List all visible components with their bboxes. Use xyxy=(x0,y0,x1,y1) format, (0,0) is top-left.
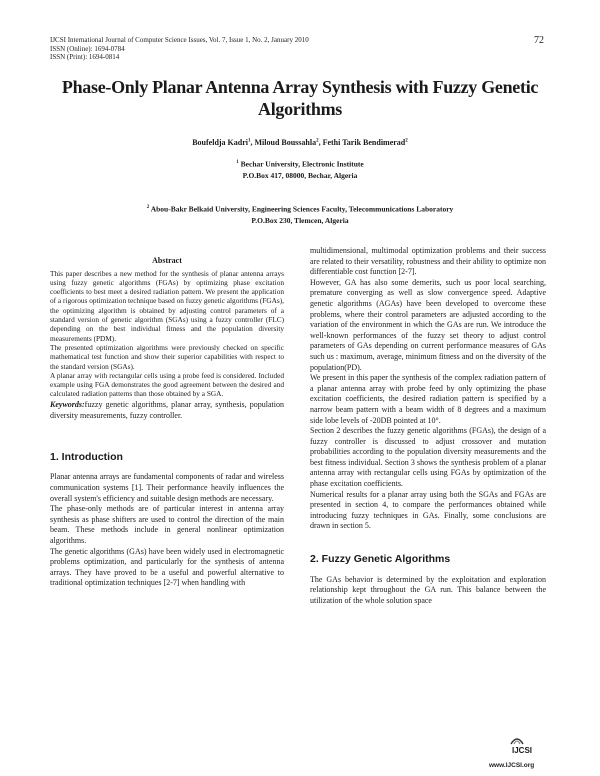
affiliation-2 xyxy=(0,202,600,226)
left-column xyxy=(50,256,284,589)
keywords-text: fuzzy genetic algorithms, planar array, synthesis, population diversity measurements, fuzzy controller. xyxy=(50,399,284,420)
page-number: 72 xyxy=(534,35,544,46)
journal-url: www.IJCSI.org xyxy=(489,762,535,769)
abstract-paragraph: The presented optimization algorithms were previously checked on specific mathematical test function and show their superior capabilities with respect to the standard version (SGAs). xyxy=(50,342,284,371)
abstract-heading: Abstract xyxy=(152,256,182,265)
author-name: Fethi Tarik Bendimerad xyxy=(322,138,406,147)
body-paragraph: multidimensional, multimodal optimization problems and their success are related to their versatility, robustness and their ability to optimize non differentiable cost function [2-7]. xyxy=(310,246,546,277)
keywords xyxy=(50,399,284,421)
body-paragraph: The GAs behavior is determined by the exploitation and exploration relationship kept throughout the GA run. This balance between the utilization of the whole solution space xyxy=(310,574,546,605)
journal-citation: IJCSI International Journal of Computer Science Issues, Vol. 7, Issue 1, No. 2, January 2010 xyxy=(50,36,309,44)
paper-title: Phase-Only Planar Antenna Array Synthesis with Fuzzy Genetic Algorithms xyxy=(61,77,539,119)
body-paragraph: Numerical results for a planar array using both the SGAs and FGAs are presented in section 4, to compare the performances obtained while introducing fuzzy techniques in GAs. Finally, some conclusions are drawn in section 5. xyxy=(310,489,546,531)
abstract-paragraph: This paper describes a new method for the synthesis of planar antenna arrays using fuzzy genetic algorithms (FGAs) by optimizing phase excitation coefficients to best meet a desired radiation pattern. We present the application of a rigorous optimization technique based on fuzzy genetic algorithms (FGAs), the optimizing algorithm is obtained by adjusting control parameters of a standard version of genetic algorithm (SGAs) using a fuzzy controller (FLC) depending on the best individual fitness and the population diversity measurements (PDM). xyxy=(50,268,284,343)
affil-line: Abou-Bakr Belkaid University, Engineering Sciences Faculty, Telecommunications Laboratory xyxy=(150,204,454,214)
right-column xyxy=(310,246,546,606)
body-paragraph: However, GA has also some demerits, such us poor local searching, premature converging as well as slow convergence speed. Adaptive genetic algorithms (AGAs) have been developed to overcome these problems, where their control parameters are adjusted according to the variation of the environment in which the GAs are run. We introduce the well-known performances of the fuzzy set theory to adjust control parameters of GAs depending on current performance measures of GAs such us : maximum, average, minimum fitness and on the diversity of the population(PD). xyxy=(310,277,546,372)
author-name: Boufeldja Kadri xyxy=(192,138,248,147)
section-heading: 1. Introduction xyxy=(50,450,123,463)
affil-line: Bechar University, Electronic Institute xyxy=(240,159,364,169)
author-affil-mark: 2 xyxy=(316,138,319,144)
body-paragraph: The genetic algorithms (GAs) have been widely used in electromagnetic problems optimization, and particularly for the synthesis of antenna arrays. They have proved to be a useful and powerful alternative to traditional optimization techniques [2-7] when handling with xyxy=(50,546,284,588)
author-affil-mark: 1 xyxy=(248,138,251,144)
affiliation-1 xyxy=(0,157,600,181)
issn-online: ISSN (Online): 1694-0784 xyxy=(50,44,125,53)
journal-header xyxy=(50,36,309,62)
ijcsi-logo-icon xyxy=(509,733,525,746)
abstract-body xyxy=(50,269,284,399)
author-list: Boufeldja Kadri$^1$, Miloud Boussahla$^2$, Fethi Tarik Bendimerad$^2$ xyxy=(192,138,408,147)
body-paragraph: The phase-only methods are of particular interest in antenna array synthesis as phase shifters are used to control the direction of the main beam. These methods include in general nonlinear optimization algorithms. xyxy=(50,504,284,545)
body-paragraph: We present in this paper the synthesis of the complex radiation pattern of a planar antenna array with probe feed by only optimizing the phase excitation coefficients, the desired radiation pattern is specified by a narrow beam pattern with a beam width of 8 degrees and a maximum side lobe levels of -20DB pointed at 10°. xyxy=(310,373,546,425)
section-heading: 2. Fuzzy Genetic Algorithms xyxy=(310,553,451,566)
author-name: Miloud Boussahla xyxy=(254,138,317,147)
body-paragraph: Planar antenna arrays are fundamental components of radar and wireless communication systems [1]. Their performance heavily influences the overall system's efficiency and suitable design methods are necessary. xyxy=(50,472,284,503)
affil-mark: 2 xyxy=(146,205,150,210)
affil-line: P.O.Box 417, 08000, Bechar, Algeria xyxy=(242,170,358,180)
issn-print: ISSN (Print): 1694-0814 xyxy=(50,53,120,61)
journal-logo-text: IJCSI xyxy=(512,746,533,755)
abstract-paragraph: A planar array with rectangular cells using a probe feed is considered. Included example using FGA demonstrates the good agreement between the desired and calculated radiation patterns than those obtained by a SGA. xyxy=(50,370,284,399)
keywords-label: Keywords: xyxy=(50,399,85,409)
body-paragraph: Section 2 describes the fuzzy genetic algorithms (FGAs), the design of a fuzzy controller is discussed to adjust crossover and mutation probabilities according to the population diversity measurements and the best fitness individual. Section 3 shows the synthesis problem of a planar antenna array with rectangular cells using FGAs by optimization of the phase excitation coefficients. xyxy=(310,426,546,489)
affil-line: P.O.Box 230, Tlemcen, Algeria xyxy=(251,215,349,225)
author-affil-mark: 2 xyxy=(405,138,408,144)
affil-mark: 1 xyxy=(236,160,239,165)
